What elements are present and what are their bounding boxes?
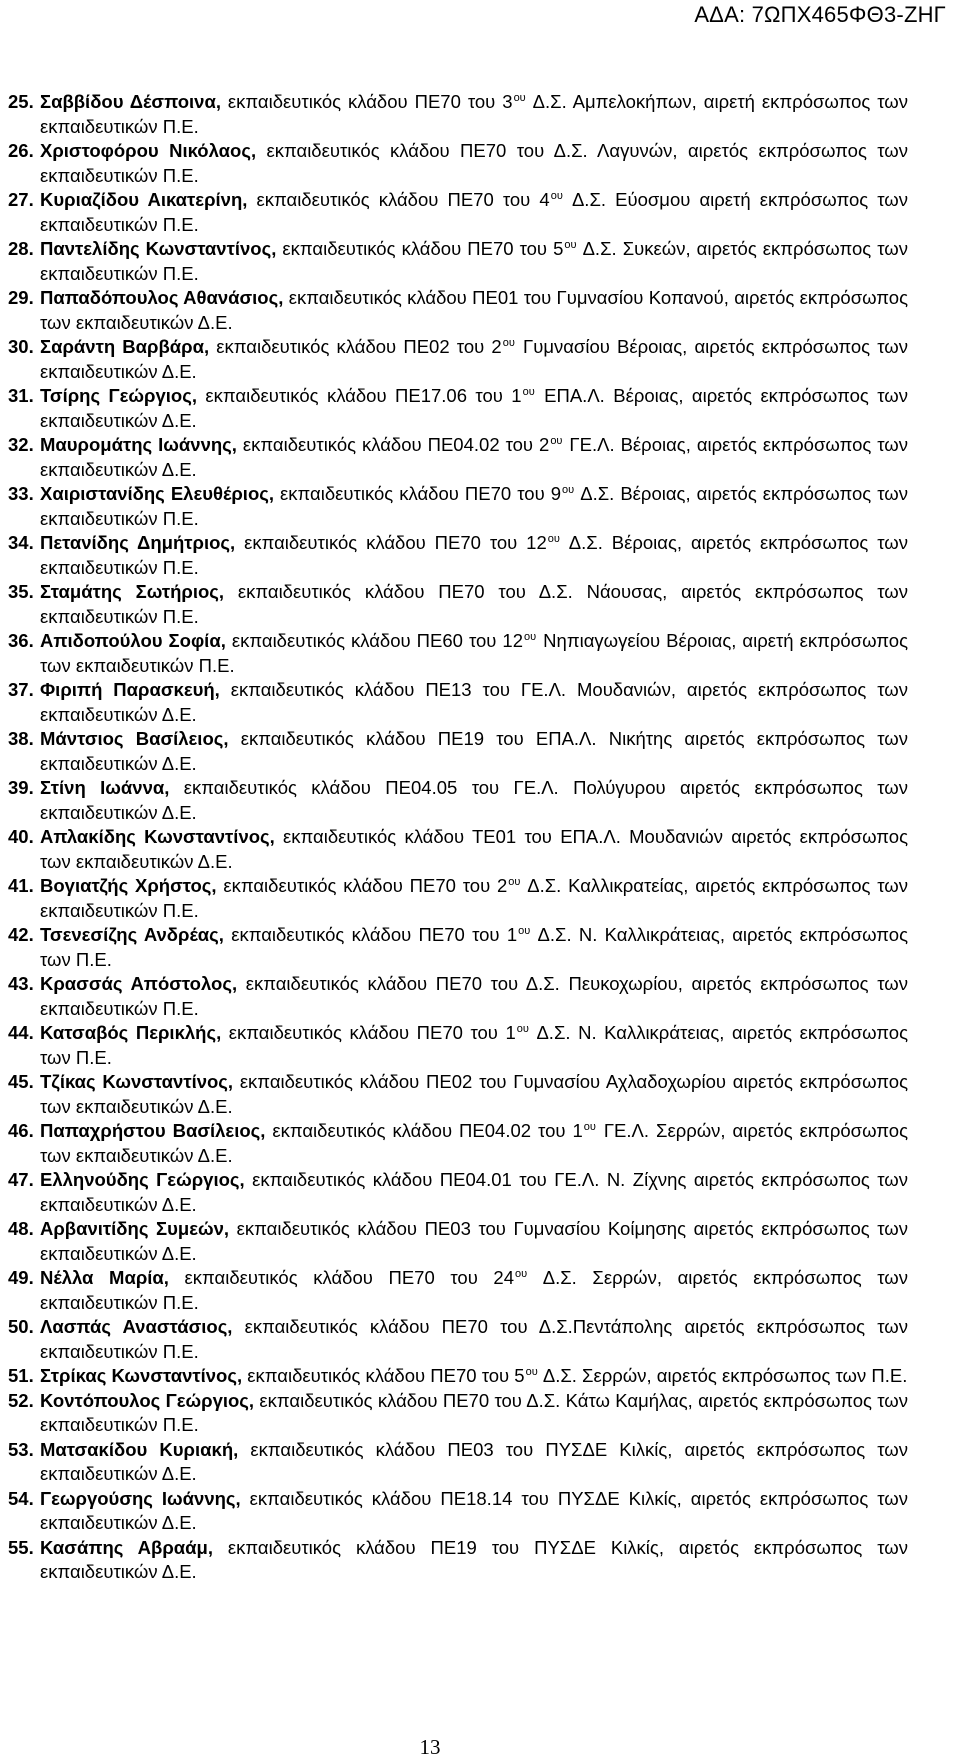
- list-item: [8, 972, 908, 1021]
- entry-description: εκπαιδευτικός κλάδου ΠΕ70 του 9: [274, 483, 562, 504]
- list-item: [8, 1168, 908, 1217]
- entry-text: [40, 531, 908, 580]
- list-item: [8, 629, 908, 678]
- entry-description-continued: Δ.Σ. Σερρών, αιρετός εκπρόσωπος των εκπαιδευτικών Π.Ε.: [40, 1267, 908, 1313]
- entry-description-continued: Δ.Σ. Αμπελοκήπων, αιρετή εκπρόσωπος των εκπαιδευτικών Π.Ε.: [40, 91, 909, 137]
- entry-description: εκπαιδευτικός κλάδου ΠΕ19 του ΠΥΣΔΕ Κιλκίς, αιρετός εκπρόσωπος των εκπαιδευτικών Δ.Ε.: [40, 1536, 908, 1582]
- entry-text: [40, 776, 908, 825]
- list-item: [8, 139, 908, 188]
- entry-text: [40, 1364, 908, 1389]
- ordinal-superscript: ου: [525, 1366, 538, 1378]
- entry-number: 44.: [8, 1022, 34, 1043]
- entry-number: 30.: [8, 336, 34, 357]
- entry-description: εκπαιδευτικός κλάδου ΠΕ02 του Γυμνασίου Αχλαδοχωρίου αιρετός εκπρόσωπος των εκπαιδευτικών Δ.Ε.: [40, 1071, 908, 1117]
- person-name: Παντελίδης Κωνσταντίνος,: [40, 238, 277, 259]
- entry-number: 54.: [8, 1487, 34, 1509]
- list-item: [8, 482, 908, 531]
- entry-description: εκπαιδευτικός κλάδου ΠΕ01 του Γυμνασίου Κοπανού, αιρετός εκπρόσωπος των εκπαιδευτικών Δ.Ε.: [40, 287, 909, 333]
- ordinal-superscript: ου: [524, 631, 537, 643]
- entry-description: εκπαιδευτικός κλάδου ΠΕ18.14 του ΠΥΣΔΕ Κιλκίς, αιρετός εκπρόσωπος των εκπαιδευτικών Δ.Ε.: [40, 1487, 908, 1533]
- person-name: Πετανίδης Δημήτριος,: [40, 532, 236, 553]
- entry-text: [40, 1217, 908, 1266]
- entry-number: 40.: [8, 826, 34, 847]
- entry-description-continued: Δ.Σ. Βέροιας, αιρετός εκπρόσωπος των εκπαιδευτικών Π.Ε.: [40, 532, 908, 578]
- entry-text: [40, 1536, 908, 1585]
- entry-number: 46.: [8, 1120, 34, 1141]
- entry-number: 52.: [8, 1389, 34, 1411]
- list-item: [8, 1487, 908, 1536]
- person-name: Κατσαβός Περικλής,: [40, 1022, 222, 1043]
- entry-number: 48.: [8, 1218, 34, 1239]
- entry-description-continued: ΓΕ.Λ. Σερρών, αιρετός εκπρόσωπος των εκπαιδευτικών Δ.Ε.: [40, 1120, 908, 1166]
- list-item: [8, 286, 908, 335]
- person-name: Νέλλα Μαρία,: [40, 1267, 169, 1288]
- entry-description-continued: Νηπιαγωγείου Βέροιας, αιρετή εκπρόσωπος των εκπαιδευτικών Π.Ε.: [40, 630, 908, 676]
- entry-number: 53.: [8, 1438, 34, 1460]
- entry-text: [40, 188, 908, 237]
- entry-text: [40, 1266, 908, 1315]
- list-item: [8, 1070, 908, 1119]
- entry-description: εκπαιδευτικός κλάδου ΠΕ70 του 5: [276, 238, 564, 259]
- entry-text: [40, 335, 908, 384]
- entry-description-continued: Δ.Σ. Ν. Καλλικράτειας, αιρετός εκπρόσωπος των Π.Ε.: [40, 1022, 909, 1068]
- list-item: [8, 678, 908, 727]
- ordinal-superscript: ου: [564, 239, 577, 251]
- entry-number: 34.: [8, 532, 34, 553]
- entry-description: εκπαιδευτικός κλάδου ΠΕ19 του ΕΠΑ.Λ. Νικήτης αιρετός εκπρόσωπος των εκπαιδευτικών Δ.Ε.: [40, 728, 908, 774]
- entry-text: [40, 139, 908, 188]
- ordinal-superscript: ου: [562, 484, 575, 496]
- person-name: Χαιριστανίδης Ελευθέριος,: [40, 483, 274, 504]
- list-item: [8, 727, 908, 776]
- entry-description: εκπαιδευτικός κλάδου ΠΕ70 του 1: [223, 924, 518, 945]
- person-name: Απιδοπούλου Σοφία,: [40, 630, 226, 651]
- entry-number: 31.: [8, 385, 34, 406]
- person-name: Σαββίδου Δέσποινα,: [40, 91, 221, 112]
- ordinal-superscript: ου: [518, 925, 531, 937]
- ordinal-superscript: ου: [583, 1121, 596, 1133]
- entry-description: εκπαιδευτικός κλάδου ΠΕ70 του Δ.Σ.Πεντάπολης αιρετός εκπρόσωπος των εκπαιδευτικών Π.Ε.: [40, 1316, 908, 1362]
- entry-description-continued: Δ.Σ. Ν. Καλλικράτειας, αιρετός εκπρόσωπος των Π.Ε.: [40, 924, 908, 970]
- entry-description: εκπαιδευτικός κλάδου ΠΕ60 του 12: [225, 630, 524, 651]
- entry-number: 39.: [8, 777, 34, 798]
- entry-text: [40, 482, 908, 531]
- entry-description-continued: Δ.Σ. Συκεών, αιρετός εκπρόσωπος των εκπαιδευτικών Π.Ε.: [40, 238, 908, 284]
- ordinal-superscript: ου: [508, 876, 521, 888]
- person-name: Ματσακίδου Κυριακή,: [40, 1438, 239, 1460]
- entry-description: εκπαιδευτικός κλάδου ΠΕ70 του 2: [216, 875, 508, 896]
- entry-number: 35.: [8, 581, 34, 602]
- ordinal-superscript: ου: [516, 1023, 529, 1035]
- person-name: Αρβανιτίδης Συμεών,: [40, 1218, 230, 1239]
- ordinal-superscript: ου: [515, 1268, 528, 1280]
- entry-text: [40, 1389, 908, 1438]
- ordinal-superscript: ου: [547, 533, 560, 545]
- entry-text: [40, 678, 908, 727]
- entry-text: [40, 286, 908, 335]
- entry-number: 36.: [8, 630, 34, 651]
- list-item: [8, 433, 908, 482]
- list-item: [8, 1266, 908, 1315]
- entry-text: [40, 1070, 908, 1119]
- entry-description-continued: Δ.Σ. Εύοσμου αιρετή εκπρόσωπος των εκπαιδευτικών Π.Ε.: [40, 189, 908, 235]
- entry-description-continued: Δ.Σ. Σερρών, αιρετός εκπρόσωπος των Π.Ε.: [538, 1365, 908, 1386]
- ada-code-header: ΑΔΑ: 7ΩΠΧ465ΦΘ3-ΖΗΓ: [694, 2, 946, 27]
- list-item: [8, 1021, 908, 1070]
- list-item: [8, 825, 908, 874]
- entry-number: 32.: [8, 434, 34, 455]
- entry-description: εκπαιδευτικός κλάδου ΠΕ70 του 3: [220, 91, 513, 112]
- list-item: [8, 874, 908, 923]
- person-name: Στρίκας Κωνσταντίνος,: [40, 1365, 243, 1386]
- list-item: [8, 531, 908, 580]
- entry-description: εκπαιδευτικός κλάδου ΠΕ04.02 του 1: [265, 1120, 583, 1141]
- person-name: Κρασσάς Απόστολος,: [40, 973, 238, 994]
- entry-number: 25.: [8, 91, 34, 112]
- person-name: Λασπάς Αναστάσιος,: [40, 1316, 233, 1337]
- ordinal-superscript: ου: [513, 92, 526, 104]
- entry-text: [40, 384, 908, 433]
- entry-description: εκπαιδευτικός κλάδου ΠΕ70 του Δ.Σ. Κάτω Καμήλας, αιρετός εκπρόσωπος των εκπαιδευτικών Π.Ε.: [40, 1389, 908, 1435]
- list-item: [8, 1536, 908, 1585]
- person-name: Παπαδόπουλος Αθανάσιος,: [40, 287, 284, 308]
- entry-description: εκπαιδευτικός κλάδου ΠΕ13 του ΓΕ.Λ. Μουδανιών, αιρετός εκπρόσωπος των εκπαιδευτικών Δ.Ε.: [40, 679, 908, 725]
- person-name: Παπαχρήστου Βασίλειος,: [40, 1120, 266, 1141]
- person-name: Ελληνούδης Γεώργιος,: [40, 1169, 245, 1190]
- entry-number: 38.: [8, 728, 34, 749]
- entry-number: 43.: [8, 973, 34, 994]
- person-name: Τσίρης Γεώργιος,: [40, 385, 197, 406]
- list-item: [8, 384, 908, 433]
- list-item: [8, 1364, 908, 1389]
- person-name: Κοντόπουλος Γεώργιος,: [40, 1389, 255, 1411]
- person-name: Κυριαζίδου Αικατερίνη,: [40, 189, 248, 210]
- person-name: Στίνη Ιωάννα,: [40, 777, 170, 798]
- entry-text: [40, 1021, 908, 1070]
- entry-number: 26.: [8, 140, 34, 161]
- entry-description-continued: Γυμνασίου Βέροιας, αιρετός εκπρόσωπος των εκπαιδευτικών Δ.Ε.: [40, 336, 909, 382]
- entry-description-continued: ΕΠΑ.Λ. Βέροιας, αιρετός εκπρόσωπος των εκπαιδευτικών Δ.Ε.: [40, 385, 908, 431]
- person-name: Φιριπή Παρασκευή,: [40, 679, 220, 700]
- entry-number: 28.: [8, 238, 34, 259]
- entry-description-continued: Δ.Σ. Βέροιας, αιρετός εκπρόσωπος των εκπαιδευτικών Π.Ε.: [40, 483, 908, 529]
- entry-text: [40, 90, 908, 139]
- entry-description-continued: Δ.Σ. Καλλικρατείας, αιρετός εκπρόσωπος των εκπαιδευτικών Π.Ε.: [40, 875, 908, 921]
- ordinal-superscript: ου: [502, 337, 515, 349]
- entry-description-continued: ΓΕ.Λ. Βέροιας, αιρετός εκπρόσωπος των εκπαιδευτικών Δ.Ε.: [40, 434, 908, 480]
- entry-number: 27.: [8, 189, 34, 210]
- entry-text: [40, 727, 908, 776]
- entry-description: εκπαιδευτικός κλάδου ΠΕ70 του 12: [235, 532, 547, 553]
- list-item: [8, 580, 908, 629]
- entry-text: [40, 580, 908, 629]
- person-name: Μαυρομάτης Ιωάννης,: [40, 434, 237, 455]
- entry-text: [40, 923, 908, 972]
- entry-number: 50.: [8, 1316, 34, 1337]
- list-item: [8, 1438, 908, 1487]
- ordinal-superscript: ου: [522, 386, 535, 398]
- entry-description: εκπαιδευτικός κλάδου ΠΕ03 του Γυμνασίου Κοίμησης αιρετός εκπρόσωπος των εκπαιδευτικών Δ.Ε.: [40, 1218, 908, 1264]
- list-item: [8, 776, 908, 825]
- entry-text: [40, 1119, 908, 1168]
- list-item: [8, 335, 908, 384]
- representatives-list: [8, 90, 908, 1585]
- entry-description: εκπαιδευτικός κλάδου ΤΕ01 του ΕΠΑ.Λ. Μουδανιών αιρετός εκπρόσωπος των εκπαιδευτικών Δ.Ε.: [40, 826, 908, 872]
- entry-text: [40, 1315, 908, 1364]
- entry-description: εκπαιδευτικός κλάδου ΠΕ04.05 του ΓΕ.Λ. Πολύγυρου αιρετός εκπρόσωπος των εκπαιδευτικών Δ.Ε.: [40, 777, 908, 823]
- list-item: [8, 188, 908, 237]
- entry-text: [40, 629, 908, 678]
- person-name: Μάντσιος Βασίλειος,: [40, 728, 229, 749]
- entry-number: 41.: [8, 875, 34, 896]
- entry-number: 42.: [8, 924, 34, 945]
- entry-number: 49.: [8, 1267, 34, 1288]
- entry-description: εκπαιδευτικός κλάδου ΠΕ70 του 24: [168, 1267, 514, 1288]
- entry-description: εκπαιδευτικός κλάδου ΠΕ04.02 του 2: [236, 434, 550, 455]
- list-item: [8, 90, 908, 139]
- ordinal-superscript: ου: [550, 435, 563, 447]
- page-number: 13: [419, 1735, 441, 1759]
- entry-description: εκπαιδευτικός κλάδου ΠΕ17.06 του 1: [196, 385, 522, 406]
- entry-text: [40, 825, 908, 874]
- person-name: Γεωργούσης Ιωάννης,: [40, 1487, 241, 1509]
- entry-number: 33.: [8, 483, 34, 504]
- entry-description: εκπαιδευτικός κλάδου ΠΕ70 του 5: [242, 1365, 525, 1386]
- person-name: Κασάπης Αβραάμ,: [40, 1536, 213, 1558]
- person-name: Τζίκας Κωνσταντίνος,: [40, 1071, 234, 1092]
- ordinal-superscript: ου: [550, 190, 563, 202]
- entry-text: [40, 972, 908, 1021]
- person-name: Απλακίδης Κωνσταντίνος,: [40, 826, 275, 847]
- entry-description: εκπαιδευτικός κλάδου ΠΕ04.01 του ΓΕ.Λ. Ν. Ζίχνης αιρετός εκπρόσωπος των εκπαιδευτικών Δ.Ε.: [40, 1169, 908, 1215]
- entry-text: [40, 1487, 908, 1536]
- list-item: [8, 1389, 908, 1438]
- entry-description: εκπαιδευτικός κλάδου ΠΕ70 του Δ.Σ. Νάουσας, αιρετός εκπρόσωπος των εκπαιδευτικών Π.Ε.: [40, 581, 908, 627]
- entry-text: [40, 237, 908, 286]
- entry-number: 47.: [8, 1169, 34, 1190]
- list-item: [8, 237, 908, 286]
- entry-number: 51.: [8, 1365, 34, 1386]
- entry-text: [40, 874, 908, 923]
- person-name: Βογιατζής Χρήστος,: [40, 875, 217, 896]
- entry-description: εκπαιδευτικός κλάδου ΠΕ02 του 2: [209, 336, 502, 357]
- list-item: [8, 923, 908, 972]
- person-name: Σταμάτης Σωτήριος,: [40, 581, 225, 602]
- entry-description: εκπαιδευτικός κλάδου ΠΕ70 του 1: [221, 1022, 516, 1043]
- entry-number: 55.: [8, 1536, 34, 1558]
- entry-number: 45.: [8, 1071, 34, 1092]
- entry-description: εκπαιδευτικός κλάδου ΠΕ03 του ΠΥΣΔΕ Κιλκίς, αιρετός εκπρόσωπος των εκπαιδευτικών Δ.Ε.: [40, 1438, 908, 1484]
- entry-description: εκπαιδευτικός κλάδου ΠΕ70 του 4: [247, 189, 550, 210]
- entry-text: [40, 1438, 908, 1487]
- entry-number: 37.: [8, 679, 34, 700]
- person-name: Σαράντη Βαρβάρα,: [40, 336, 210, 357]
- entry-text: [40, 433, 908, 482]
- list-item: [8, 1217, 908, 1266]
- entry-number: 29.: [8, 287, 34, 308]
- person-name: Τσενεσίζης Ανδρέας,: [40, 924, 224, 945]
- list-item: [8, 1315, 908, 1364]
- entry-text: [40, 1168, 908, 1217]
- person-name: Χριστοφόρου Νικόλαος,: [40, 140, 257, 161]
- list-item: [8, 1119, 908, 1168]
- entry-description: εκπαιδευτικός κλάδου ΠΕ70 του Δ.Σ. Πευκοχωρίου, αιρετός εκπρόσωπος των εκπαιδευτικών Π.Ε.: [40, 973, 908, 1019]
- entry-description: εκπαιδευτικός κλάδου ΠΕ70 του Δ.Σ. Λαγυνών, αιρετός εκπρόσωπος των εκπαιδευτικών Π.Ε.: [40, 140, 909, 186]
